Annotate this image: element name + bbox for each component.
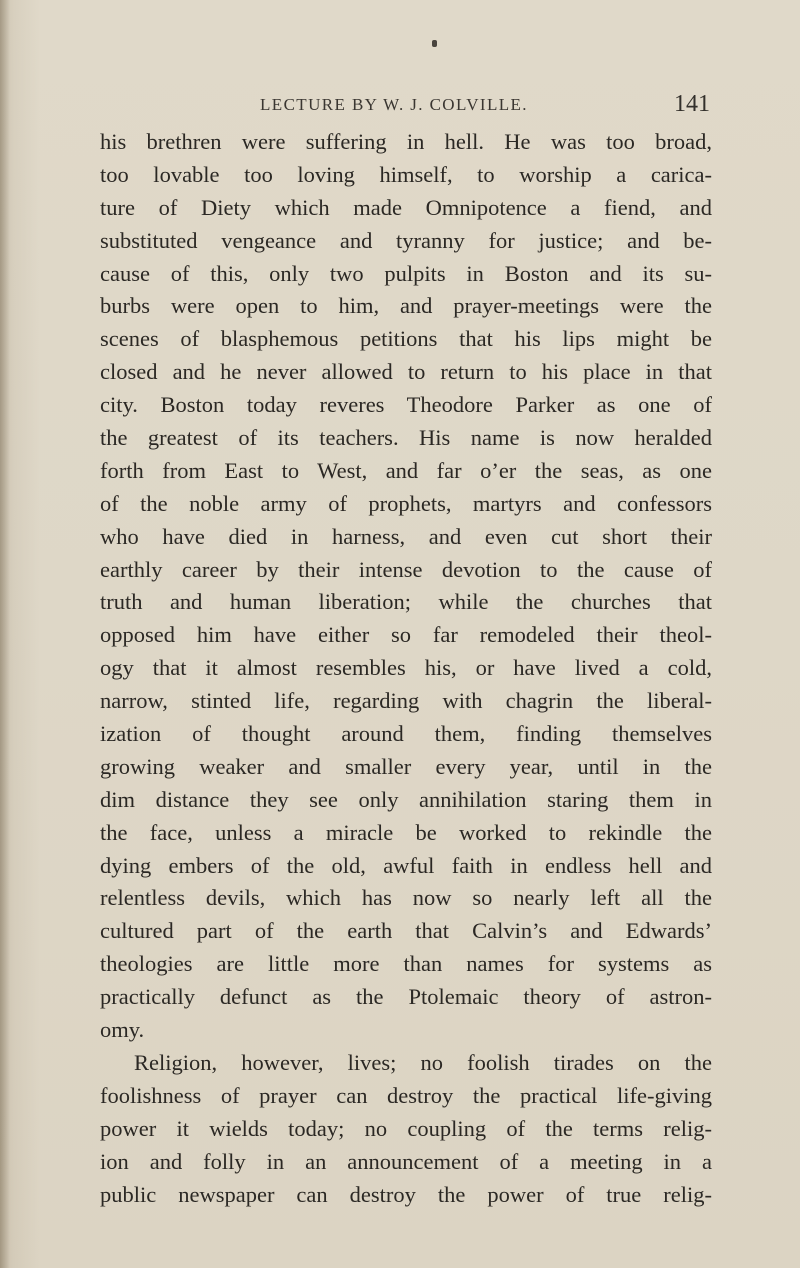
text-line: truth and human liberation; while the churches that xyxy=(100,589,712,615)
body-text xyxy=(100,126,712,1211)
text-line: power it wields today; no coupling of the terms relig- xyxy=(100,1115,712,1141)
text-line: too lovable too loving himself, to worship a carica- xyxy=(100,161,712,187)
text-line: relentless devils, which has now so nearly left all the xyxy=(100,885,712,911)
text-line: dim distance they see only annihilation staring them in xyxy=(100,786,712,812)
text-line: ization of thought around them, finding themselves xyxy=(100,721,712,747)
text-line: substituted vengeance and tyranny for justice; and be- xyxy=(100,227,712,253)
running-title: LECTURE BY W. J. COLVILLE. xyxy=(260,95,528,114)
text-line: cause of this, only two pulpits in Boston and its su- xyxy=(100,260,712,286)
text-line: the greatest of its teachers. His name is now heralded xyxy=(100,425,712,451)
gutter-shadow xyxy=(0,0,10,1268)
text-line: of the noble army of prophets, martyrs and confessors xyxy=(100,490,712,516)
text-line: theologies are little more than names for systems as xyxy=(100,951,712,977)
text-line: narrow, stinted life, regarding with chagrin the liberal- xyxy=(100,688,712,714)
running-head xyxy=(100,91,720,125)
text-line: cultured part of the earth that Calvin’s and Edwards’ xyxy=(100,918,712,944)
text-line: his brethren were suffering in hell. He was too broad, xyxy=(100,129,712,154)
text-line: city. Boston today reveres Theodore Parker as one of xyxy=(100,392,712,418)
text-line: the face, unless a miracle be worked to rekindle the xyxy=(100,819,712,845)
text-line: Religion, however, lives; no foolish tirades on the xyxy=(134,1049,712,1075)
text-line: ion and folly in an announcement of a meeting in a xyxy=(100,1148,712,1174)
text-line: omy. xyxy=(100,1017,145,1043)
text-line: ture of Diety which made Omnipotence a fiend, and xyxy=(100,194,712,220)
text-line: earthly career by their intense devotion to the cause of xyxy=(100,556,712,582)
text-line: who have died in harness, and even cut short their xyxy=(100,523,712,549)
text-line: dying embers of the old, awful faith in endless hell and xyxy=(100,852,712,878)
text-line: burbs were open to him, and prayer-meetings were the xyxy=(100,293,712,319)
text-line: practically defunct as the Ptolemaic theory of astron- xyxy=(100,984,712,1010)
text-line: closed and he never allowed to return to his place in that xyxy=(100,359,712,385)
text-line: growing weaker and smaller every year, until in the xyxy=(100,753,712,779)
page-number: 141 xyxy=(674,91,710,117)
text-line: scenes of blasphemous petitions that his lips might be xyxy=(100,326,712,352)
text-line: ogy that it almost resembles his, or have lived a cold, xyxy=(100,655,712,681)
text-line: foolishness of prayer can destroy the practical life-giving xyxy=(100,1082,712,1108)
text-line: public newspaper can destroy the power of true relig- xyxy=(100,1181,712,1207)
text-line: forth from East to West, and far o’er the seas, as one xyxy=(100,457,712,483)
print-mark xyxy=(432,40,437,47)
text-line: opposed him have either so far remodeled their theol- xyxy=(100,622,712,648)
